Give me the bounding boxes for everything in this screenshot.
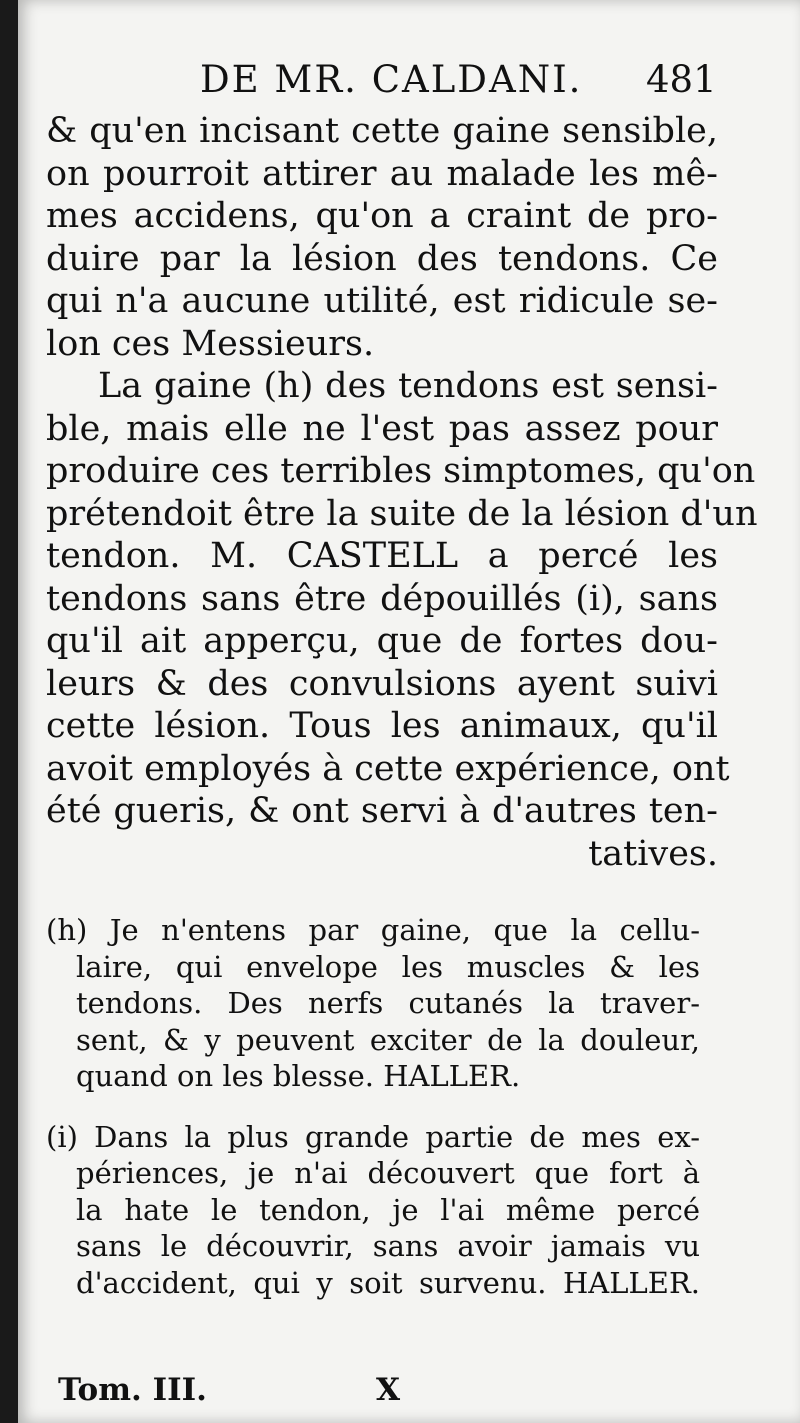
footnote-line: quand on les blesse. HALLER. [76, 1059, 521, 1093]
volume-mark: Tom. III. [58, 1372, 207, 1408]
text-line: cette lésion. Tous les animaux, qu'il [46, 706, 718, 746]
text-line: La gaine (h) des tendons est sensi- [98, 366, 718, 406]
text-line: tendon. M. CASTELL a percé les [46, 536, 718, 576]
text-line: produire ces terribles simptomes, qu'on [46, 451, 756, 491]
footnote-i [46, 1119, 700, 1302]
running-head-title: DE MR. CALDANI. [200, 58, 583, 101]
text-line: leurs & des convulsions ayent suivi [46, 663, 718, 704]
text-line: prétendoit être la suite de la lésion d'un [46, 493, 758, 534]
running-head [18, 58, 800, 108]
text-line: qui n'a aucune utilité, est ridicule se- [46, 281, 718, 321]
text-line: été gueris, & ont servi à d'autres ten- [46, 791, 718, 831]
footnote-line: sent, & y peuvent exciter de la douleur, [76, 1022, 700, 1057]
text-line: on pourroit attirer au malade les mê- [46, 153, 718, 194]
text-line: tendons sans être dépouillés (i), sans [46, 578, 718, 619]
footnote-line: d'accident, qui y soit survenu. HALLER. [76, 1265, 700, 1300]
text-line: mes accidens, qu'on a craint de pro- [46, 196, 718, 236]
footnote-line: la hate le tendon, je l'ai même percé [76, 1192, 700, 1227]
footnotes [46, 912, 700, 1301]
footnote-line: tendons. Des nerfs cutanés la traver- [76, 986, 700, 1020]
book-page [18, 0, 800, 1423]
page-number: 481 [646, 58, 717, 101]
text-line: qu'il ait apperçu, que de fortes dou- [46, 621, 718, 661]
text-line: lon ces Messieurs. [46, 323, 375, 364]
footnote-line: périences, je n'ai découvert que fort à [76, 1156, 700, 1190]
text-line: & qu'en incisant cette gaine sensible, [46, 111, 718, 151]
text-line: duire par la lésion des tendons. Ce [46, 238, 718, 279]
footnote-line: sans le découvrir, sans avoir jamais vu [76, 1229, 700, 1263]
signature-mark: X [376, 1372, 401, 1408]
footnote-line: laire, qui envelope les muscles & les [76, 949, 700, 984]
text-line: tatives. [588, 833, 718, 874]
footnote-line: (h) Je n'entens par gaine, que la cellu- [46, 913, 700, 947]
footnote-h [46, 912, 700, 1095]
page-footer [18, 1372, 800, 1412]
text-line: ble, mais elle ne l'est pas assez pour [46, 408, 718, 449]
footnote-line: (i) Dans la plus grande partie de mes ex- [46, 1119, 700, 1154]
text-line: avoit employés à cette expérience, ont [46, 748, 730, 789]
main-text [46, 110, 758, 875]
